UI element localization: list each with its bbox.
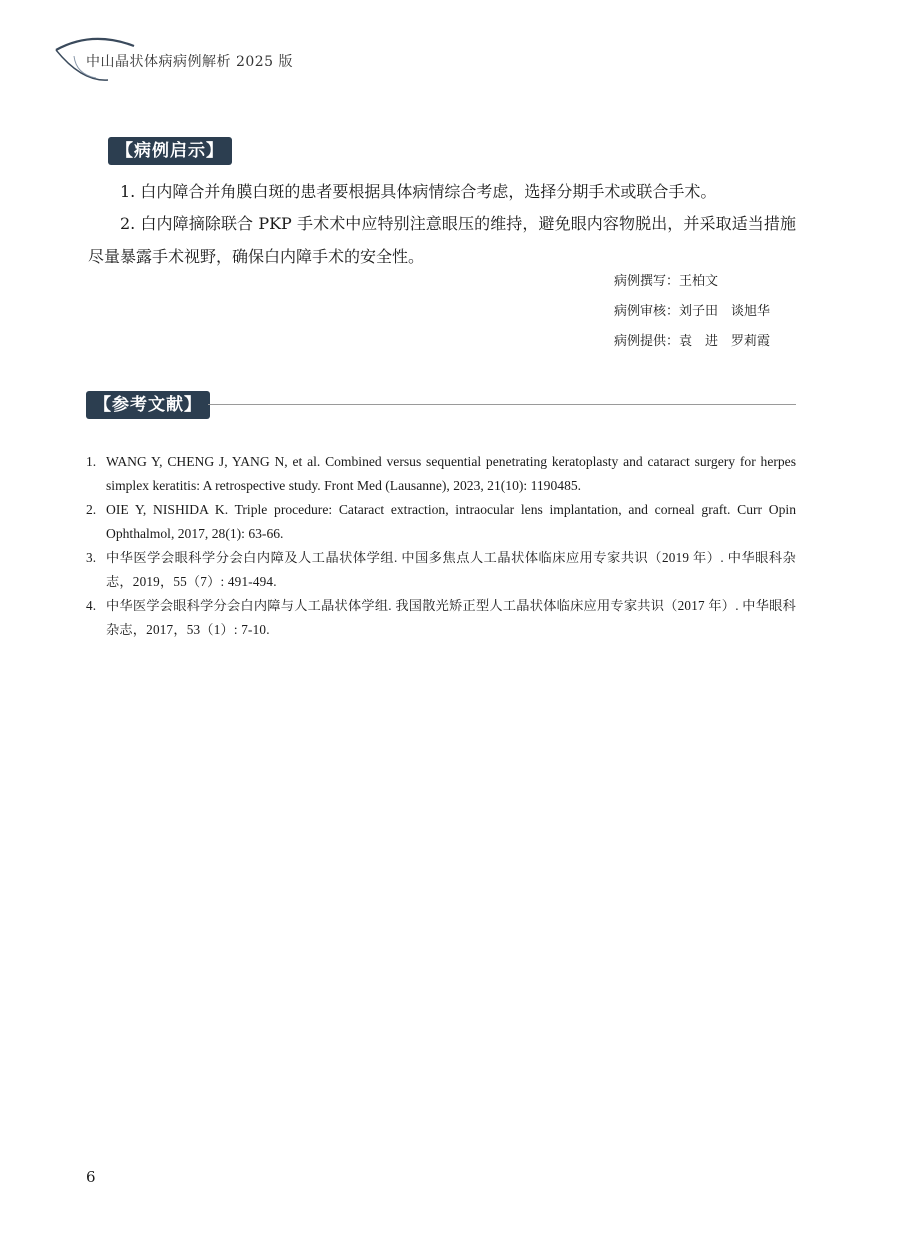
- reference-text: OIE Y, NISHIDA K. Triple procedure: Cataract extraction, intraocular lens implantation, and corneal graft. Curr Opin Ophthalmol, 2017, 28(1): 63-66.: [106, 502, 796, 541]
- reference-item: [86, 546, 796, 593]
- page-number: 6: [86, 1168, 96, 1186]
- book-title: 中山晶状体病病例解析 2025 版: [86, 54, 294, 70]
- reference-item: [86, 450, 796, 497]
- credit-author: 病例撰写：王柏文: [614, 274, 719, 289]
- references-heading: 【参考文献】: [86, 391, 210, 419]
- reference-item: [86, 594, 796, 641]
- reference-item: [86, 498, 796, 545]
- reference-number: 2.: [86, 502, 97, 517]
- credit-providers: 病例提供：袁 进 罗莉霞: [614, 334, 771, 349]
- case-lessons-heading: 【病例启示】: [108, 137, 232, 165]
- reference-number: 3.: [86, 550, 97, 565]
- reference-number: 1.: [86, 454, 97, 469]
- reference-number: 4.: [86, 598, 97, 613]
- reference-list: [86, 450, 796, 642]
- reference-text: 中华医学会眼科学分会白内障与人工晶状体学组. 我国散光矫正型人工晶状体临床应用专家共识（2017 年）. 中华眼科杂志，2017，53（1）: 7-10.: [106, 598, 796, 637]
- references-divider: [208, 404, 796, 405]
- reference-text: 中华医学会眼科学分会白内障及人工晶状体学组. 中国多焦点人工晶状体临床应用专家共识（2019 年）. 中华眼科杂志，2019，55（7）: 491-494.: [106, 550, 796, 589]
- reference-text: WANG Y, CHENG J, YANG N, et al. Combined versus sequential penetrating keratoplasty and cataract surgery for herpes simplex keratitis: A retrospective study. Front Med (Lausanne), 2023, 21(10): 1190485.: [106, 454, 796, 493]
- credit-reviewers: 病例审核：刘子田 谈旭华: [614, 304, 771, 319]
- lesson-item: 1. 白内障合并角膜白斑的患者要根据具体病情综合考虑，选择分期手术或联合手术。: [120, 182, 717, 201]
- case-credits: [614, 267, 770, 357]
- lesson-item: 2. 白内障摘除联合 PKP 手术术中应特别注意眼压的维持，避免眼内容物脱出，并采取适当措施尽量暴露手术视野，确保白内障手术的安全性。: [88, 214, 796, 266]
